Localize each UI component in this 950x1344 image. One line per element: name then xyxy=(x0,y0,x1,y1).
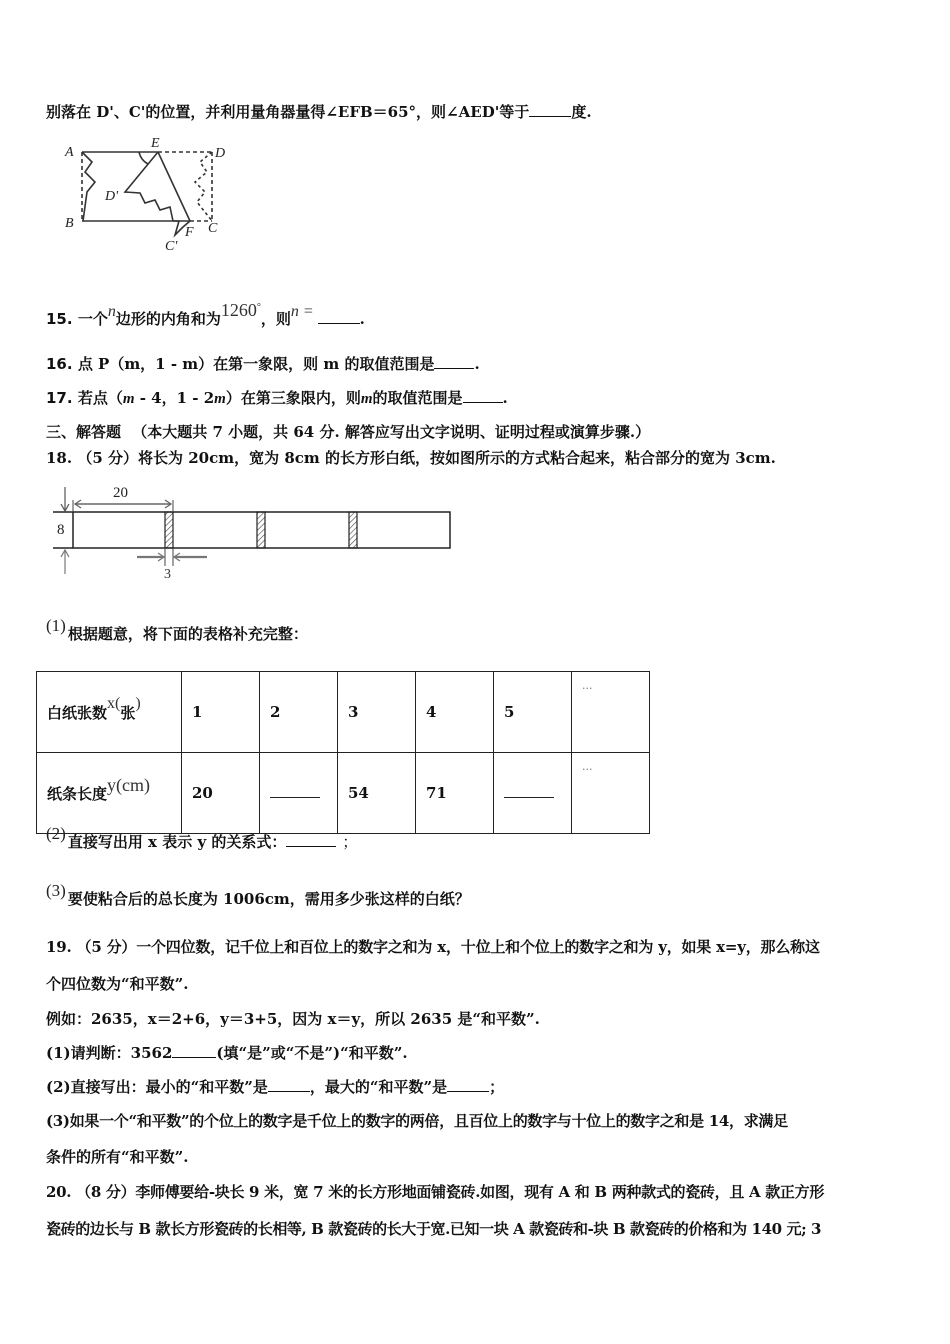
label-a: A xyxy=(65,145,74,160)
q15-text2: 边形的内角和为 xyxy=(115,310,221,328)
q19-p1-after: (填“是”或“不是”)“和平数”. xyxy=(216,1044,408,1062)
table-cell-ellipsis: ··· xyxy=(572,672,650,753)
width-label: 8 xyxy=(57,522,65,538)
label-b: B xyxy=(65,216,74,231)
q20-line1 xyxy=(46,1182,824,1202)
q20-score: （8 分） xyxy=(76,1183,136,1201)
q17-mid1: - 4，1 - 2 xyxy=(134,389,215,407)
table-cell: 71 xyxy=(416,753,494,834)
q19-p1-answer-blank[interactable] xyxy=(172,1043,216,1058)
table-cell-blank[interactable] xyxy=(494,753,572,834)
paper-strip-figure xyxy=(45,482,460,582)
q15-degree: ° xyxy=(256,302,261,313)
q15-number: 15. xyxy=(46,310,73,328)
paper-strip-table xyxy=(36,671,650,834)
label-c-prime: C' xyxy=(165,239,178,254)
q20-line2: 瓷砖的边长与 B 款长方形瓷砖的长相等, B 款瓷砖的长大于宽.已知一块 A 款瓷砖和-块 B 款瓷砖的价格和为 140 元; 3 xyxy=(46,1220,822,1238)
label-d: D xyxy=(215,146,226,161)
q19-part3-line1: (3)如果一个“和平数”的个位上的数字是千位上的数字的两倍，且百位上的数字与十位上的数字之和是 14，求满足 xyxy=(46,1112,788,1130)
q17-text-after: 的取值范围是 xyxy=(372,389,463,407)
q18-part2 xyxy=(46,824,358,852)
table-row xyxy=(37,753,650,834)
q19-part1 xyxy=(46,1043,408,1063)
q15-answer-blank[interactable] xyxy=(318,309,360,324)
q17-mid2: ）在第三象限内，则 xyxy=(225,389,361,407)
q19-text: 一个四位数，记千位上和百位上的数字之和为 x，十位上和个位上的数字之和为 y，如果 x=y，那么称这 xyxy=(136,938,820,956)
overlap-2 xyxy=(257,512,265,548)
q19-p2-end: ； xyxy=(489,1078,505,1096)
q17-number: 17. xyxy=(46,389,73,407)
part3-text: 要使粘合后的总长度为 1006cm，需用多少张这样的白纸？ xyxy=(67,890,470,908)
q17 xyxy=(46,388,508,409)
answer-blank[interactable] xyxy=(504,785,554,798)
q19-p2-text: (2)直接写出：最小的“和平数”是 xyxy=(46,1078,268,1096)
section-header xyxy=(46,422,650,442)
q15-value: 1260 xyxy=(220,300,257,320)
q18-text: 将长为 20cm，宽为 8cm 的长方形白纸，按如图所示的方式粘合起来，粘合部分的宽为 3cm. xyxy=(138,449,776,467)
q16-answer-blank[interactable] xyxy=(434,354,474,369)
q15-var-n: n xyxy=(107,303,116,320)
q15 xyxy=(46,300,365,332)
q16 xyxy=(46,354,480,374)
q19-p2-mid: ，最大的“和平数”是 xyxy=(309,1078,448,1096)
q19-example: 例如：2635，x＝2+6，y＝3+5，因为 x＝y，所以 2635 是“和平数”. xyxy=(46,1010,540,1028)
row-header-label: 纸条长度 xyxy=(47,784,108,803)
q17-answer-blank[interactable] xyxy=(463,388,503,403)
table-cell: 2 xyxy=(260,672,338,753)
q19-p2-min-blank[interactable] xyxy=(268,1077,310,1092)
q16-end: . xyxy=(474,355,480,373)
unit-close: ) xyxy=(135,694,141,712)
label-e: E xyxy=(151,136,160,151)
q20-text: 李师傅要给-块长 9 米，宽 7 米的长方形地面铺瓷砖.如图，现有 A 和 B 两种款式的瓷砖，且 A 款正方形 xyxy=(135,1183,825,1201)
q19-line2: 个四位数为“和平数”. xyxy=(46,975,189,993)
q17-var-m: m xyxy=(214,391,226,407)
part2-label: (2) xyxy=(46,824,66,843)
q15-var-n2: n = xyxy=(290,303,314,320)
overlap-label: 3 xyxy=(164,567,171,582)
answer-blank[interactable] xyxy=(270,785,320,798)
row-header-label: 白纸张数 xyxy=(47,703,108,722)
section-note: （本大题共 7 小题，共 64 分. 解答应写出文字说明、证明过程或演算步骤.） xyxy=(132,423,651,441)
overlap-3 xyxy=(349,512,357,548)
q16-number: 16. xyxy=(46,355,73,373)
q17-var-m: m xyxy=(122,391,135,407)
q18-number: 18. xyxy=(46,449,73,467)
q19-p2-max-blank[interactable] xyxy=(447,1077,489,1092)
part2-text: 直接写出用 x 表示 y 的关系式： xyxy=(67,833,287,851)
part1-text: 根据题意，将下面的表格补充完整： xyxy=(67,625,308,643)
q17-text-before: 若点（ xyxy=(77,389,123,407)
part3-label: (3) xyxy=(46,881,66,900)
q15-text1: 一个 xyxy=(77,310,108,328)
table-cell: 5 xyxy=(494,672,572,753)
q18-score: （5 分） xyxy=(77,449,139,467)
label-c: C xyxy=(208,221,218,236)
q14-text xyxy=(46,102,592,122)
q19-score: （5 分） xyxy=(76,938,137,956)
table-row xyxy=(37,672,650,753)
unit-label: y(cm) xyxy=(107,774,150,795)
row-header xyxy=(37,672,182,753)
table-cell: 54 xyxy=(338,753,416,834)
q19-p1-text: (1)请判断：3562 xyxy=(46,1044,173,1062)
unit-var: x( xyxy=(107,694,121,712)
label-d-prime: D' xyxy=(105,189,119,204)
q19-number: 19. xyxy=(46,938,72,956)
folded-rectangle-figure xyxy=(55,135,245,260)
table-cell-ellipsis: ··· xyxy=(572,753,650,834)
part1-label: (1) xyxy=(46,616,66,635)
q20-number: 20. xyxy=(46,1183,72,1201)
q15-end: . xyxy=(359,310,365,328)
part2-answer-blank[interactable] xyxy=(286,832,336,847)
row-header xyxy=(37,753,182,834)
length-label: 20 xyxy=(113,485,128,501)
q14-answer-blank[interactable] xyxy=(529,102,571,117)
table-cell: 1 xyxy=(182,672,260,753)
section-title: 三、解答题 xyxy=(46,423,122,441)
q16-text: 点 P（m，1 - m）在第一象限，则 m 的取值范围是 xyxy=(77,355,435,373)
table-cell: 20 xyxy=(182,753,260,834)
table-cell-blank[interactable] xyxy=(260,753,338,834)
q19-part2 xyxy=(46,1077,504,1097)
unit-label: 张 xyxy=(120,703,136,722)
q15-text3: ，则 xyxy=(260,310,291,328)
q17-var-m: m xyxy=(360,391,373,407)
q14-end: 度. xyxy=(571,103,592,121)
q18-stem xyxy=(46,448,776,468)
label-f: F xyxy=(185,225,194,240)
table-cell: 4 xyxy=(416,672,494,753)
q18-part3 xyxy=(46,881,470,909)
q19-part3-line2: 条件的所有“和平数”. xyxy=(46,1148,189,1166)
part2-end: ； xyxy=(342,833,358,851)
overlap-1 xyxy=(165,512,173,548)
q19-line1 xyxy=(46,937,820,957)
table-cell: 3 xyxy=(338,672,416,753)
q17-end: . xyxy=(502,389,508,407)
q14-question-text: 别落在 D'、C'的位置，并利用量角器量得∠EFB＝65°，则∠AED'等于 xyxy=(46,103,530,121)
q18-part1 xyxy=(46,616,308,644)
